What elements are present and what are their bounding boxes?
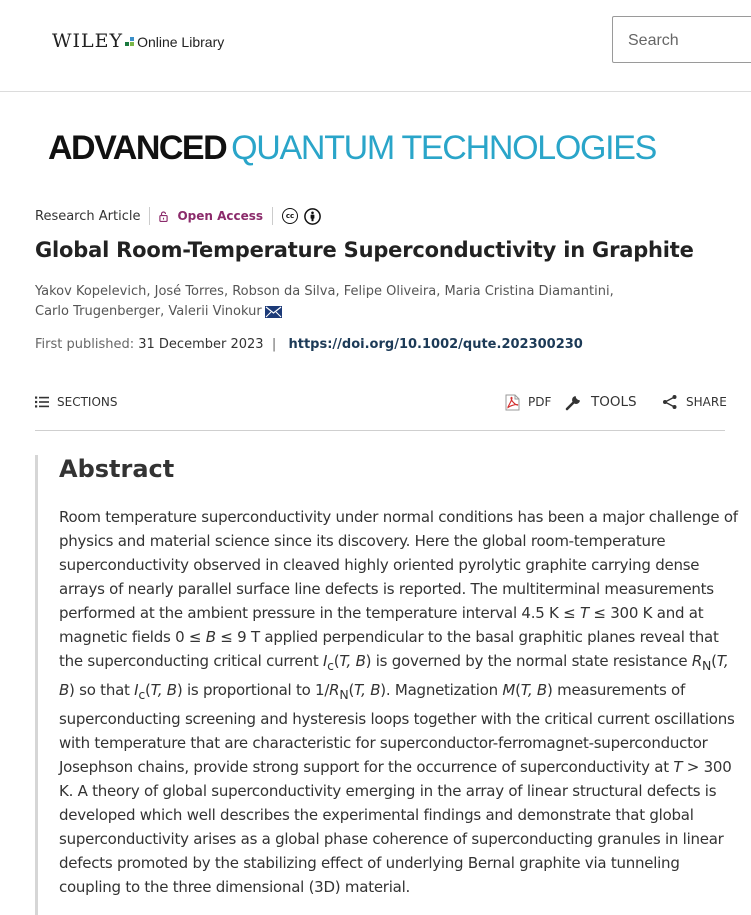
sections-label: SECTIONS xyxy=(57,395,118,409)
first-published-label: First published: xyxy=(35,337,135,352)
open-access-badge xyxy=(159,209,263,223)
brand-name: WILEY xyxy=(52,30,124,52)
journal-banner[interactable] xyxy=(48,127,656,169)
article-title: Global Room-Temperature Superconductivity in Graphite xyxy=(35,238,694,262)
share-button[interactable] xyxy=(662,388,727,416)
article-meta-row xyxy=(35,205,321,227)
first-published-date: 31 December 2023 xyxy=(138,337,264,352)
list-icon xyxy=(35,396,49,408)
article-type: Research Article xyxy=(35,208,141,224)
wrench-icon xyxy=(565,393,583,411)
share-label: SHARE xyxy=(686,395,727,409)
author-link[interactable]: José Torres xyxy=(154,284,224,299)
divider xyxy=(149,207,150,225)
pdf-icon xyxy=(505,394,520,411)
author-link[interactable]: Maria Cristina Diamantini xyxy=(444,284,610,299)
site-header xyxy=(0,0,751,92)
brand-subtitle: Online Library xyxy=(137,34,225,50)
share-icon xyxy=(662,394,678,410)
doi-link[interactable]: https://doi.org/10.1002/qute.202300230 xyxy=(288,337,583,352)
search-input[interactable]: Search xyxy=(612,16,751,63)
separator-pipe: | xyxy=(267,337,281,352)
lock-open-icon xyxy=(159,211,168,222)
license-icons[interactable] xyxy=(282,208,321,225)
abstract-section xyxy=(35,455,738,915)
pdf-button[interactable] xyxy=(505,388,551,416)
logo-dots-icon xyxy=(125,37,134,46)
publication-info xyxy=(35,337,583,352)
journal-name-rest: QUANTUM TECHNOLOGIES xyxy=(231,129,657,167)
author-link[interactable]: Valerii Vinokur xyxy=(168,304,262,319)
tools-button[interactable] xyxy=(565,388,637,416)
abstract-heading: Abstract xyxy=(59,455,175,483)
sections-button[interactable] xyxy=(35,388,118,416)
divider xyxy=(272,207,273,225)
journal-name-bold: ADVANCED xyxy=(48,129,227,167)
wiley-logo[interactable] xyxy=(52,30,224,52)
author-link[interactable]: Robson da Silva xyxy=(232,284,336,299)
author-link[interactable]: Felipe Oliveira xyxy=(343,284,437,299)
author-link[interactable]: Carlo Trugenberger xyxy=(35,304,161,319)
author-link[interactable]: Yakov Kopelevich xyxy=(35,284,147,299)
tools-label: TOOLS xyxy=(591,394,637,410)
attribution-icon xyxy=(304,208,321,225)
abstract-text: Room temperature superconductivity under normal conditions has been a major challenge of physics and material science since its discovery. Here the global room-temperature superconductivity observed in cleaved highly oriented pyrolytic graphite carrying dense arrays of nearly parallel surface line defects is reported. The multiterminal measurements performed at the ambient pressure in the temperature interval 4.5 K ≤ T ≤ 300 K and at magnetic fields 0 ≤ B ≤ 9 T applied perpendicular to the basal graphitic planes reveal that the superconducting critical current $I_c(T$, B) is governed by the normal state resistance $R_N(T$, B) so that $I_c(T$, B) is proportional to $1/R_N(T$, B). Magnetization M(T, B) measurements of superconducting screening and hysteresis loops together with the critical current oscillations with temperature that are characteristic for superconductor-ferromagnet-superconductor Josephson chains, provide strong support for the occurrence of superconductivity at T > 300 K. A theory of global superconductivity emerging in the array of linear structural defects is developed which well describes the experimental findings and demonstrate that global superconductivity arises as a global phase coherence of superconducting granules in linear defects promoted by the stabilizing effect of underlying Bernal graphite via tunneling coupling to the three dimensional (3D) material. xyxy=(59,508,738,896)
pdf-label: PDF xyxy=(528,395,552,409)
open-access-label: Open Access xyxy=(177,209,264,223)
author-list: Yakov Kopelevich, José Torres, Robson da Silva, Felipe Oliveira, Maria Cristina Diamantini, Carlo Trugenberger, Valerii Vinokur xyxy=(35,284,614,319)
article-toolbar xyxy=(35,388,725,431)
creative-commons-icon: cc xyxy=(282,208,298,224)
mail-icon[interactable] xyxy=(265,306,282,318)
